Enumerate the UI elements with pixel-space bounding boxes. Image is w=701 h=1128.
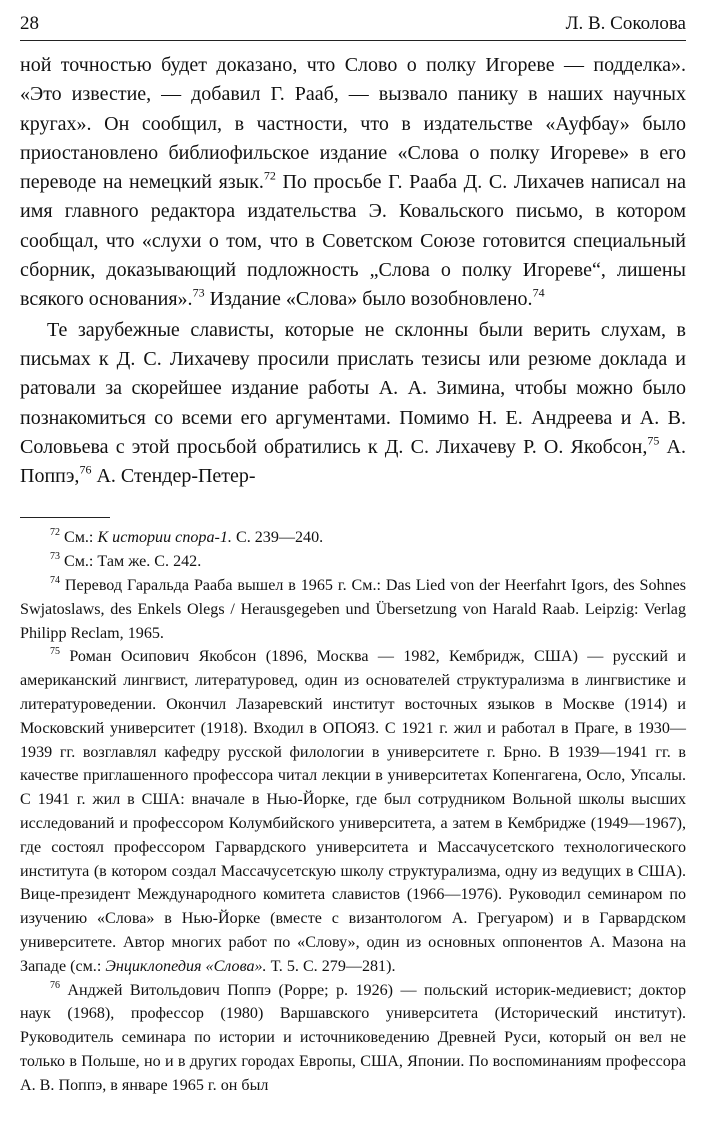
main-text [20,51,686,491]
footnote-ref: 76 [79,462,92,477]
text-run: Роман Осипович Якобсон (1896, Москва — 1982, Кембридж, США) — русский и американский лингвист, литературовед, один из основателей структурализма в лингвистике и литературоведении. Окончил Лазаревский институт восточных языков в Москве (1914) и Московский университет (1918). Входил в ОПОЯЗ. С 1921 г. жил и работал в Праге, в 1930—1939 гг. возглавлял кафедру русской филологии в университете г. Брно. В 1939—1941 гг. в качестве приглашенного профессора читал лекции в университетах Копенгагена, Осло, Упсалы. С 1941 г. жил в США: вначале в Нью-Йорке, где был сотрудником Вольной школы высших исследований и профессором Колумбийского университета, а затем в Кембридже (1949—1967), где состоял профессором Гарвардского университета и Массачусетского технологического института (в котором создал Массачусетскую школу структурализма, одну из ведущих в США). Вице-президент Международного комитета славистов (1966—1976). Руководил семинаром по изучению «Слова» в Нью-Йорке (вместе с византологом А. Грегуаром) и в Гарвардском университете. Автор многих работ по «Слову», один из основных оппонентов А. Мазона на Западе (см.: [20,648,686,975]
footnotes [20,526,686,1097]
paragraph [20,51,686,315]
footnote-ref: 75 [647,433,660,448]
italic-title: К истории спора-1. [97,529,232,547]
book-page [20,12,686,1098]
footnote-ref: 74 [50,575,60,587]
footnote-ref: 75 [50,646,60,658]
page-number: 28 [20,13,39,34]
text-run: См.: Там же. С. 242. [59,553,202,571]
footnote-ref: 73 [50,551,60,563]
italic-title: Энциклопедия «Слова». [105,957,267,975]
footnote-ref: 72 [50,527,60,539]
footnote [20,979,686,1098]
text-run: С. 239—240. [231,529,324,547]
footnote [20,526,686,550]
text-run: Те зарубежные слависты, которые не склонны были верить слухам, в письмах к Д. С. Лихачеву просили прислать тезисы или резюме доклада и ратовали за скорейшее издание работы А. А. Зимина, чтобы можно было познакомиться со всеми его аргументами. Помимо Н. Е. Андреева и А. В. Соловьева с этой просьбой обратились к Д. С. Лихачеву Р. О. Якобсон, [20,318,686,458]
running-title: Л. В. Соколова [565,13,686,34]
page-header [20,12,686,41]
text-run: А. Стендер-Петер- [91,465,256,488]
text-run: ной точностью будет доказано, что Слово о полку Игореве — подделка». «Это известие, — добавил Г. Рааб, — вызвало панику в наших научных кругах». Он сообщил, в частности, что в издательстве «Ауфбау» было приостановлено библиофильское издание «Слова о полку Игореве» в его переводе на немецкий язык. [20,54,686,194]
footnote [20,645,686,978]
text-run: А. Поппэ, [20,435,686,488]
footnote-separator [20,517,110,518]
footnote-ref: 73 [192,285,205,300]
paragraph [20,316,686,492]
footnote-ref: 72 [263,168,276,183]
text-run: По просьбе Г. Рааба Д. С. Лихачев написал на имя главного редактора издательства Э. Ковальского письмо, в котором сообщал, что «слухи о том, что в Советском Союзе готовится специальный сборник, доказывающий подложность „Слова о полку Игореве“, лишены всякого основания». [20,171,686,311]
text-run: Т. 5. С. 279—281). [266,957,396,975]
text-run: Анджей Витольдович Поппэ (Poppe; р. 1926) — польский историк-медиевист; доктор наук (1968), профессор (1980) Варшавского университета (Исторический институт). Руководитель семинара по истории и источниковедению Древней Руси, который он вел не только в Польше, но и в других городах Европы, США, Японии. По воспоминаниям профессора А. В. Поппэ, в январе 1965 г. он был [20,981,686,1094]
footnote-ref: 76 [50,979,60,991]
footnote [20,574,686,645]
footnote-ref: 74 [532,285,545,300]
text-run: Перевод Гаральда Рааба вышел в 1965 г. См.: Das Lied von der Heerfahrt Igors, des Sohnes Swjatoslaws, des Enkels Olegs / Herausgegeben und Übersetzung von Harald Raab. Leipzig: Verlag Philipp Reclam, 1965. [20,577,686,642]
text-run: См.: [59,529,98,547]
text-run: Издание «Слова» было возобновлено. [204,288,533,311]
footnote [20,550,686,574]
